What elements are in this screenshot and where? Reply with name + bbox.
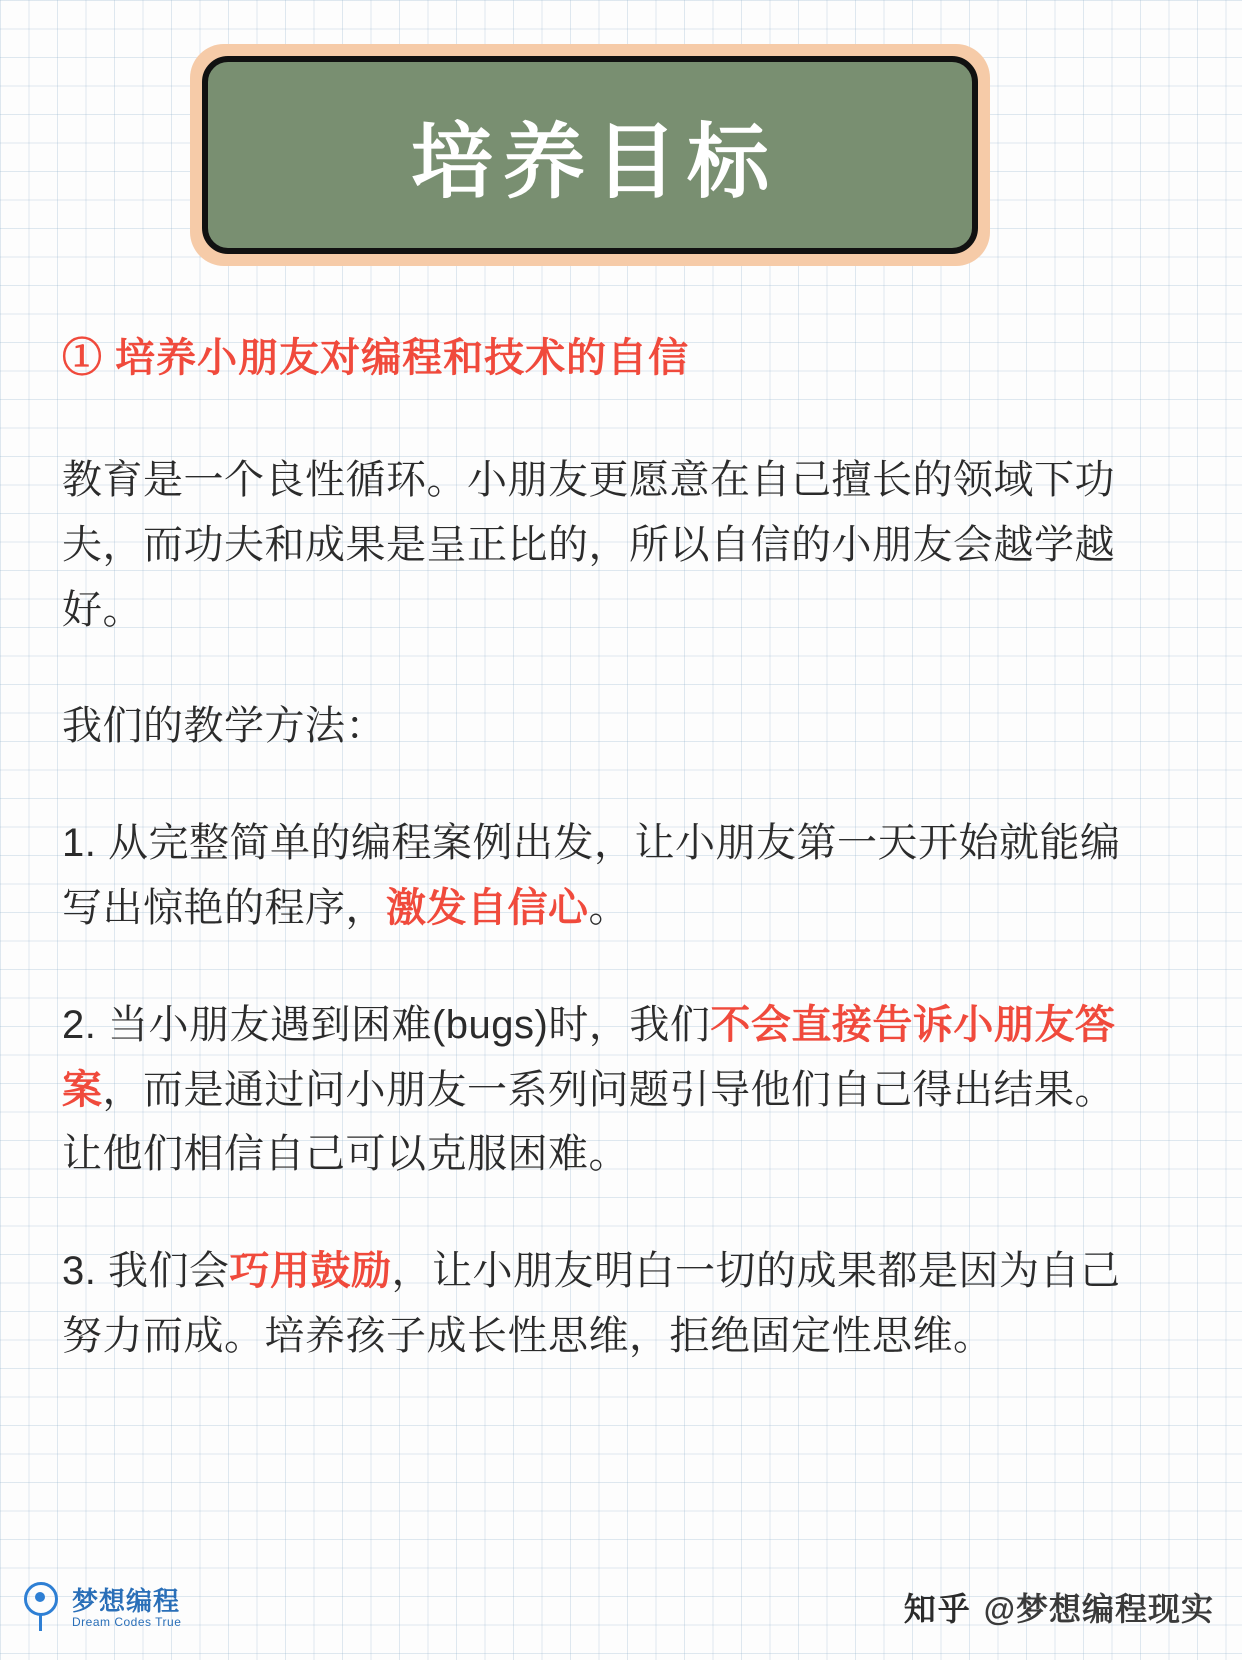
method-item-2: [62, 993, 1152, 1187]
title-banner-inner: [202, 56, 978, 254]
method-item-3-text-b: ，让小朋友明白一切的成果都是因为自己努力而成。培养孩子成长性思维，拒绝固定性思维。: [62, 1249, 1121, 1358]
method-item-3-highlight: 巧用鼓励: [229, 1249, 392, 1294]
content-body: [62, 330, 1152, 1421]
method-item-1: [62, 811, 1152, 941]
brand-name-cn: 梦想编程: [72, 1586, 181, 1617]
section-heading: ① 培养小朋友对编程和技术的自信: [62, 336, 690, 380]
method-item-1-text-a: 1. 从完整简单的编程案例出发，让小朋友第一天开始就能编写出惊艳的程序，: [62, 821, 1121, 930]
paragraph-intro: 教育是一个良性循环。小朋友更愿意在自己擅长的领域下功夫，而功夫和成果是呈正比的，所以自信的小朋友会越学越好。: [62, 458, 1115, 632]
method-item-3-text-a: 3. 我们会: [62, 1249, 230, 1294]
method-item-2-text-a: 2. 当小朋友遇到困难(bugs)时，我们: [62, 1002, 711, 1047]
method-item-2-text-b: ，而是通过问小朋友一系列问题引导他们自己得出结果。让他们相信自己可以克服困难。: [62, 1067, 1115, 1177]
brand-text-group: [72, 1587, 181, 1629]
zhihu-logo-text: 知乎: [903, 1591, 972, 1627]
zhihu-handle: @梦想编程现实: [983, 1591, 1214, 1627]
watermark: [904, 1584, 1214, 1630]
balloon-icon: [20, 1582, 64, 1634]
page-title: 培养目标: [410, 114, 779, 210]
brand-footer: [20, 1582, 181, 1634]
method-item-1-highlight: 激发自信心: [386, 885, 589, 930]
paragraph-methods-label: 我们的教学方法：: [62, 704, 386, 749]
method-item-2-highlight: 不会直接告诉小朋友答案: [62, 1002, 1116, 1112]
brand-name-en: Dream Codes True: [72, 1614, 182, 1629]
method-item-1-text-b: 。: [588, 885, 629, 930]
method-item-3: [62, 1239, 1152, 1369]
title-banner: [190, 44, 990, 266]
